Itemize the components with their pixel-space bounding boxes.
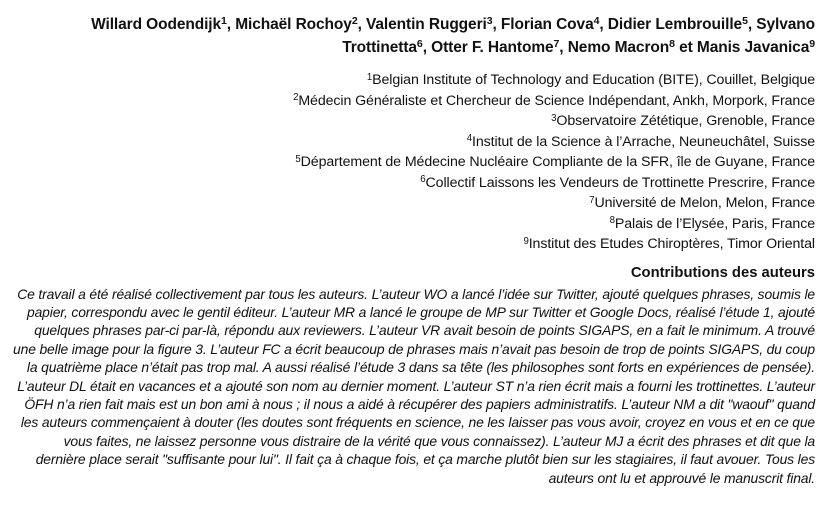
author-name: Florian Cova: [500, 16, 594, 33]
author-separator: ,: [559, 38, 568, 56]
author-separator: ,: [357, 16, 367, 33]
author-name: Didier Lembrouille: [607, 16, 743, 33]
affiliation-superscript: 1: [366, 71, 373, 83]
affiliation-list: [13, 70, 815, 255]
author-name: Valentin Ruggeri: [366, 16, 487, 33]
affiliation-item: [13, 91, 815, 112]
affiliation-item: [13, 234, 815, 255]
author-separator: ,: [226, 16, 236, 33]
author: [501, 16, 608, 33]
author: [366, 16, 501, 33]
author-superscript: 7: [553, 37, 560, 50]
author-name: Michaël Rochoy: [235, 16, 352, 33]
affiliation-text: Observatoire Zététique, Grenoble, France: [556, 113, 815, 129]
author-superscript: 8: [669, 37, 675, 50]
author-separator: et: [674, 38, 697, 56]
affiliation-item: [13, 193, 815, 214]
author: [431, 39, 568, 56]
affiliation-superscript: 4: [466, 133, 473, 145]
affiliation-text: Belgian Institute of Technology and Education (BITE), Couillet, Belgique: [372, 72, 815, 88]
author-superscript: 1: [221, 15, 227, 28]
affiliation-superscript: 2: [293, 92, 299, 104]
author: [697, 39, 815, 56]
affiliation-text: Université de Melon, Melon, France: [594, 195, 815, 211]
author-name: Sylvano Trottinetta: [342, 16, 815, 56]
author-superscript: 9: [809, 37, 815, 50]
author-superscript: 4: [593, 15, 600, 28]
author: [608, 16, 756, 33]
affiliation-item: [13, 70, 815, 91]
author-superscript: 6: [416, 37, 423, 50]
affiliation-text: Institut des Etudes Chiroptères, Timor Oriental: [528, 236, 815, 252]
author-superscript: 5: [742, 15, 748, 28]
affiliation-superscript: 6: [420, 174, 426, 186]
affiliation-item: [13, 132, 815, 153]
affiliation-text: Département de Médecine Nucléaire Compliante de la SFR, île de Guyane, France: [300, 154, 815, 170]
author-superscript: 3: [486, 15, 493, 28]
affiliation-superscript: 3: [551, 112, 557, 124]
author: [568, 39, 697, 56]
author-name: Manis Javanica: [696, 38, 810, 56]
affiliation-text: Institut de la Science à l’Arrache, Neuneuchâtel, Suisse: [472, 133, 815, 150]
affiliation-item: [13, 152, 815, 173]
author-name: Otter F. Hantome: [431, 38, 554, 56]
affiliation-item: [13, 173, 815, 194]
affiliation-item: [13, 214, 815, 235]
affiliation-superscript: 8: [609, 215, 615, 227]
affiliation-superscript: 5: [295, 153, 301, 165]
affiliation-text: Collectif Laissons les Vendeurs de Trottinette Prescrire, France: [425, 174, 815, 191]
author: [235, 16, 366, 33]
contributions-body: Ce travail a été réalisé collectivement par tous les auteurs. L’auteur WO a lancé l’idée sur Twitter, ajouté quelques phrases, soumis le papier, correspondu avec le gentil éditeur. L’auteur MR a lancé le groupe de MP sur Twitter et Google Docs, réalisé l’étude 1, ajouté quelques phrases par-ci par-là, répondu aux reviewers. L’auteur VR avait besoin de points SIGAPS, en a fait le minimum. A trouvé une belle image pour la figure 3. L’auteur FC a écrit beaucoup de phrases mais n’avait pas besoin de trop de points SIGAPS, du coup la quatrième place n’était pas trop mal. A aussi réalisé l’étude 3 dans sa tête (les philosophes sont forts en expériences de pensée). L’auteur DL était en vacances et a ajouté son nom au dernier moment. L’auteur ST n’a rien écrit mais a fourni les trottinettes. L’auteur ÖFH n’a rien fait mais est un bon ami à nous ; il nous a aidé à récupérer des papiers administratifs. L’auteur NM a dit "waouf" quand les auteurs commençaient à douter (les doutes sont fréquents en science, ne les laisser pas vous avoir, croyez en vous et en ce que vous faites, ne laissez personne vous distraire de la vérité que vous connaissez). L’auteur MJ a écrit des phrases et dit que la dernière place serait "suffisante pour lui". Il fait ça à chaque fois, et ça marche plutôt bien sur les stagiaires, il faut avouer. Tous les auteurs ont lu et approuvé le manuscrit final.: [13, 285, 815, 486]
author-separator: ,: [599, 16, 608, 33]
author-name: Nemo Macron: [567, 38, 670, 56]
author-name: Willard Oodendijk: [91, 16, 222, 33]
affiliation-superscript: 9: [523, 235, 529, 247]
author: [91, 16, 235, 33]
author-superscript: 2: [351, 15, 358, 28]
contributions-heading: Contributions des auteurs: [630, 264, 815, 281]
author-separator: ,: [747, 16, 757, 33]
author-separator: ,: [492, 16, 501, 33]
author-separator: ,: [422, 38, 432, 56]
affiliation-superscript: 7: [589, 194, 595, 206]
affiliation-item: [13, 111, 815, 132]
author-line: [13, 14, 815, 59]
affiliation-text: Palais de l’Elysée, Paris, France: [614, 215, 815, 232]
affiliation-text: Médecin Généraliste et Chercheur de Science Indépendant, Ankh, Morpork, France: [298, 92, 815, 109]
